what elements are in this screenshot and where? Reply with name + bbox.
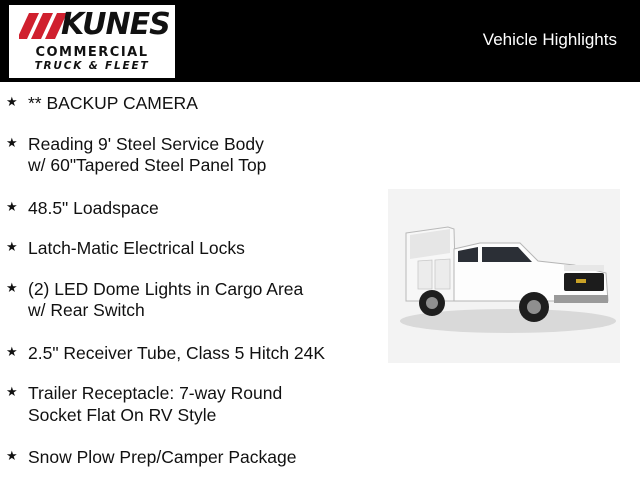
star-icon: ★ xyxy=(6,135,18,151)
feature-item xyxy=(6,383,378,426)
feature-text-line: w/ Rear Switch xyxy=(28,300,145,320)
logo-tagline-fleet: TRUCK & FLEET xyxy=(34,60,150,72)
feature-list xyxy=(6,93,378,480)
feature-text-line: Trailer Receptacle: 7-way Round xyxy=(28,383,283,403)
logo-tagline-commercial: COMMERCIAL xyxy=(35,45,149,60)
star-icon: ★ xyxy=(6,280,18,296)
feature-item xyxy=(6,447,378,469)
feature-text-line: w/ 60"Tapered Steel Panel Top xyxy=(28,155,267,175)
star-icon: ★ xyxy=(6,344,18,360)
header-bar xyxy=(0,0,640,82)
page-title: Vehicle Highlights xyxy=(482,30,617,49)
star-icon: ★ xyxy=(6,199,18,215)
feature-item xyxy=(6,279,378,322)
feature-text-line: 48.5" Loadspace xyxy=(28,197,159,218)
feature-text-line: 2.5" Receiver Tube, Class 5 Hitch 24K xyxy=(28,342,326,363)
vehicle-photo xyxy=(388,189,620,363)
feature-text-line: ** BACKUP CAMERA xyxy=(28,93,198,113)
logo-wordmark: KUNES xyxy=(61,7,170,42)
feature-item xyxy=(6,134,378,177)
service-truck-icon xyxy=(388,189,620,363)
feature-text-line: Socket Flat On RV Style xyxy=(28,404,217,425)
dealer-logo[interactable] xyxy=(9,5,175,78)
feature-item xyxy=(6,343,378,365)
star-icon: ★ xyxy=(6,95,18,110)
star-icon: ★ xyxy=(6,385,18,400)
star-icon: ★ xyxy=(6,449,18,464)
feature-text-line: Latch-Matic Electrical Locks xyxy=(28,238,245,258)
feature-item xyxy=(6,238,378,260)
feature-item xyxy=(6,93,378,115)
feature-item xyxy=(6,198,378,220)
feature-text-line: Reading 9' Steel Service Body xyxy=(28,133,264,154)
feature-text-line: Snow Plow Prep/Camper Package xyxy=(28,447,297,467)
feature-text-line: (2) LED Dome Lights in Cargo Area xyxy=(28,278,304,299)
star-icon: ★ xyxy=(6,240,18,255)
